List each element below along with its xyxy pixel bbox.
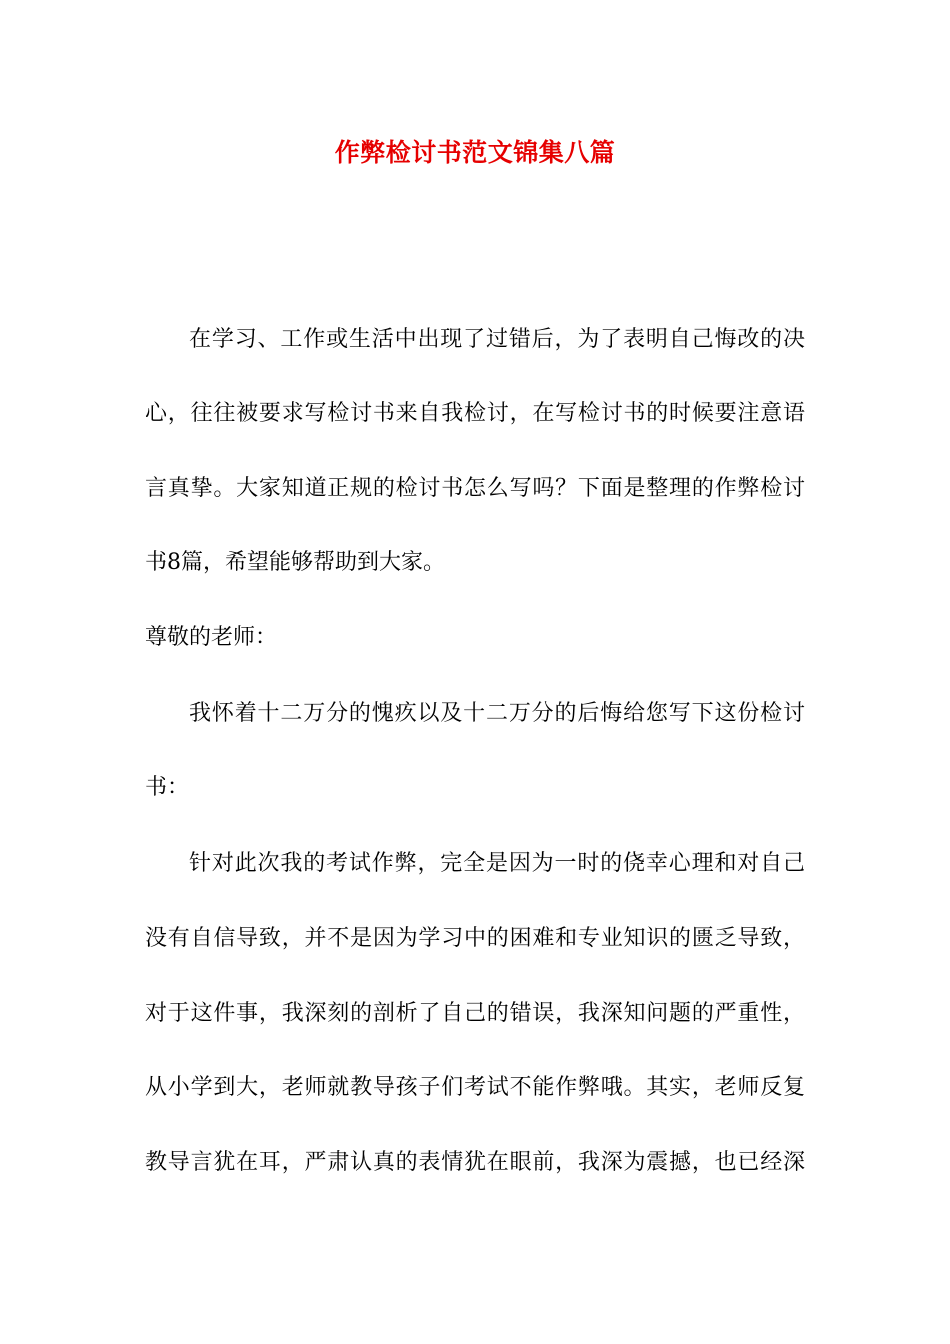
paragraph-line: 没有自信导致，并不是因为学习中的困难和专业知识的匮乏导致， [145,926,805,951]
paragraph-line: 对于这件事，我深刻的剖析了自己的错误，我深知问题的严重性， [145,1001,805,1026]
paragraph-line: 针对此次我的考试作弊，完全是因为一时的侥幸心理和对自己 [189,851,805,876]
paragraph-line: 心，往往被要求写检讨书来自我检讨，在写检讨书的时候要注意语 [145,401,805,426]
paragraph-line: 书： [145,775,190,800]
salutation: 尊敬的老师： [145,625,278,650]
paragraph-line: 我怀着十二万分的愧疚以及十二万分的后悔给您写下这份检讨 [189,701,805,726]
paragraph-line: 言真挚。大家知道正规的检讨书怎么写吗？下面是整理的作弊检讨 [145,476,805,501]
paragraph-line: 教导言犹在耳，严肃认真的表情犹在眼前，我深为震撼，也已经深 [145,1150,805,1175]
paragraph-line: 在学习、工作或生活中出现了过错后，为了表明自己悔改的决 [189,327,805,352]
document-title: 作弊检讨书范文锦集八篇 [334,138,616,167]
paragraph-line: 从小学到大，老师就教导孩子们考试不能作弊哦。其实，老师反复 [145,1075,805,1100]
paragraph-line: 书8篇，希望能够帮助到大家。 [145,550,445,575]
